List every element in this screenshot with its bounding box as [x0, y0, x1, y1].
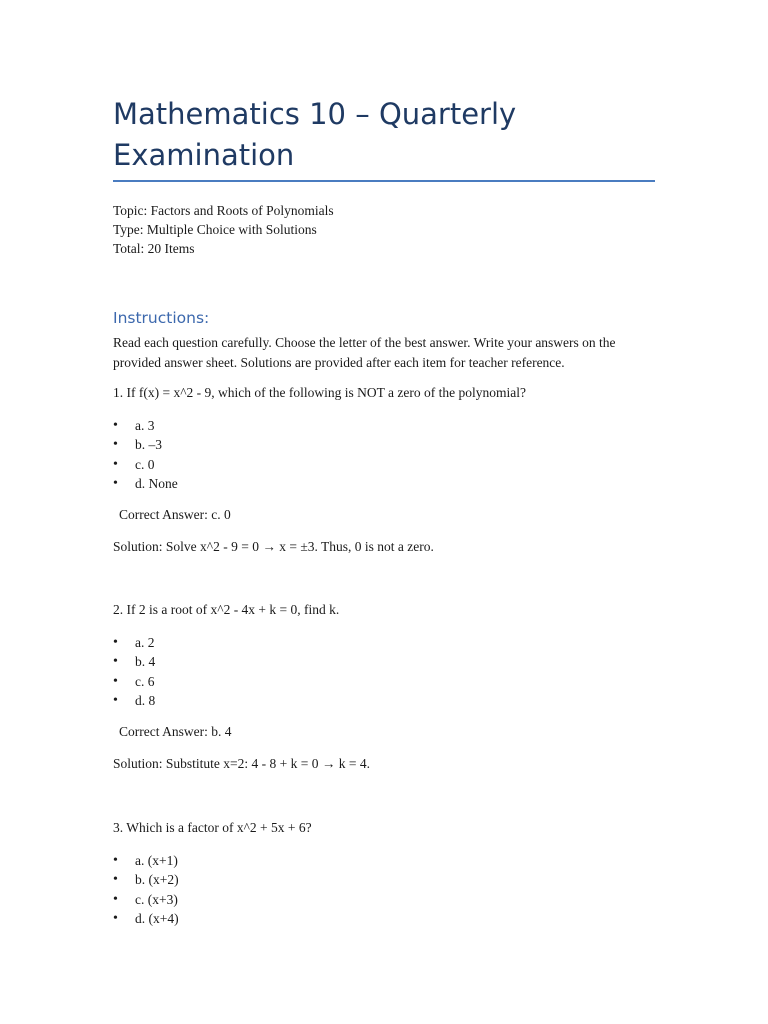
question-3-choices: [113, 851, 179, 928]
bullet-icon: •: [113, 456, 118, 472]
document-meta: [113, 201, 334, 258]
choice-label: d. 8: [135, 692, 156, 708]
choice-label: c. 0: [135, 456, 155, 472]
choice-item: [113, 416, 178, 435]
choice-label: d. None: [135, 475, 178, 491]
meta-type: Type: Multiple Choice with Solutions: [113, 222, 317, 237]
question-2-solution: Solution: Substitute x=2: 4 - 8 + k = 0 → k = 4.: [113, 756, 370, 771]
bullet-icon: •: [113, 891, 118, 907]
question-2-choices: [113, 633, 155, 710]
bullet-icon: •: [113, 673, 118, 689]
choice-item: [113, 633, 155, 652]
choice-item: [113, 691, 155, 710]
choice-label: c. (x+3): [135, 891, 178, 907]
choice-item: [113, 455, 178, 474]
choice-label: a. 2: [135, 635, 155, 650]
document-title: Mathematics 10 – Quarterly Examination: [113, 97, 517, 172]
title-divider: [113, 180, 655, 182]
question-2-prompt: 2. If 2 is a root of x^2 - 4x + k = 0, find k.: [113, 602, 340, 617]
choice-label: b. –3: [135, 437, 162, 453]
bullet-icon: •: [113, 654, 118, 670]
question-2-answer: Correct Answer: b. 4: [119, 724, 232, 739]
bullet-icon: •: [113, 853, 118, 868]
bullet-icon: •: [113, 872, 118, 888]
question-3-prompt: 3. Which is a factor of x^2 + 5x + 6?: [113, 820, 312, 835]
bullet-icon: •: [113, 692, 118, 708]
choice-item: [113, 474, 178, 493]
bullet-icon: •: [113, 475, 118, 491]
choice-label: d. (x+4): [135, 910, 179, 926]
choice-item: [113, 435, 178, 454]
choice-item: [113, 890, 179, 909]
choice-item: [113, 652, 155, 671]
question-1-choices: [113, 416, 178, 493]
question-1-answer: Correct Answer: c. 0: [119, 507, 231, 522]
bullet-icon: •: [113, 910, 118, 926]
choice-label: c. 6: [135, 673, 155, 689]
choice-item: [113, 870, 179, 889]
choice-label: b. 4: [135, 654, 156, 670]
choice-label: a. 3: [135, 418, 155, 433]
instructions-heading: Instructions:: [113, 309, 210, 327]
bullet-icon: •: [113, 418, 118, 433]
choice-item: [113, 672, 155, 691]
bullet-icon: •: [113, 635, 118, 650]
instructions-text: Read each question carefully. Choose the letter of the best answer. Write your answers on the provided answer sheet. Solutions are provided after each item for teacher reference.: [113, 335, 616, 370]
question-1-prompt: 1. If f(x) = x^2 - 9, which of the following is NOT a zero of the polynomial?: [113, 385, 526, 400]
bullet-icon: •: [113, 437, 118, 453]
choice-label: a. (x+1): [135, 853, 178, 868]
question-1-solution: Solution: Solve x^2 - 9 = 0 → x = ±3. Thus, 0 is not a zero.: [113, 539, 434, 554]
meta-topic: Topic: Factors and Roots of Polynomials: [113, 203, 334, 218]
choice-item: [113, 851, 179, 870]
meta-total: Total: 20 Items: [113, 241, 195, 256]
choice-item: [113, 909, 179, 928]
choice-label: b. (x+2): [135, 872, 179, 888]
